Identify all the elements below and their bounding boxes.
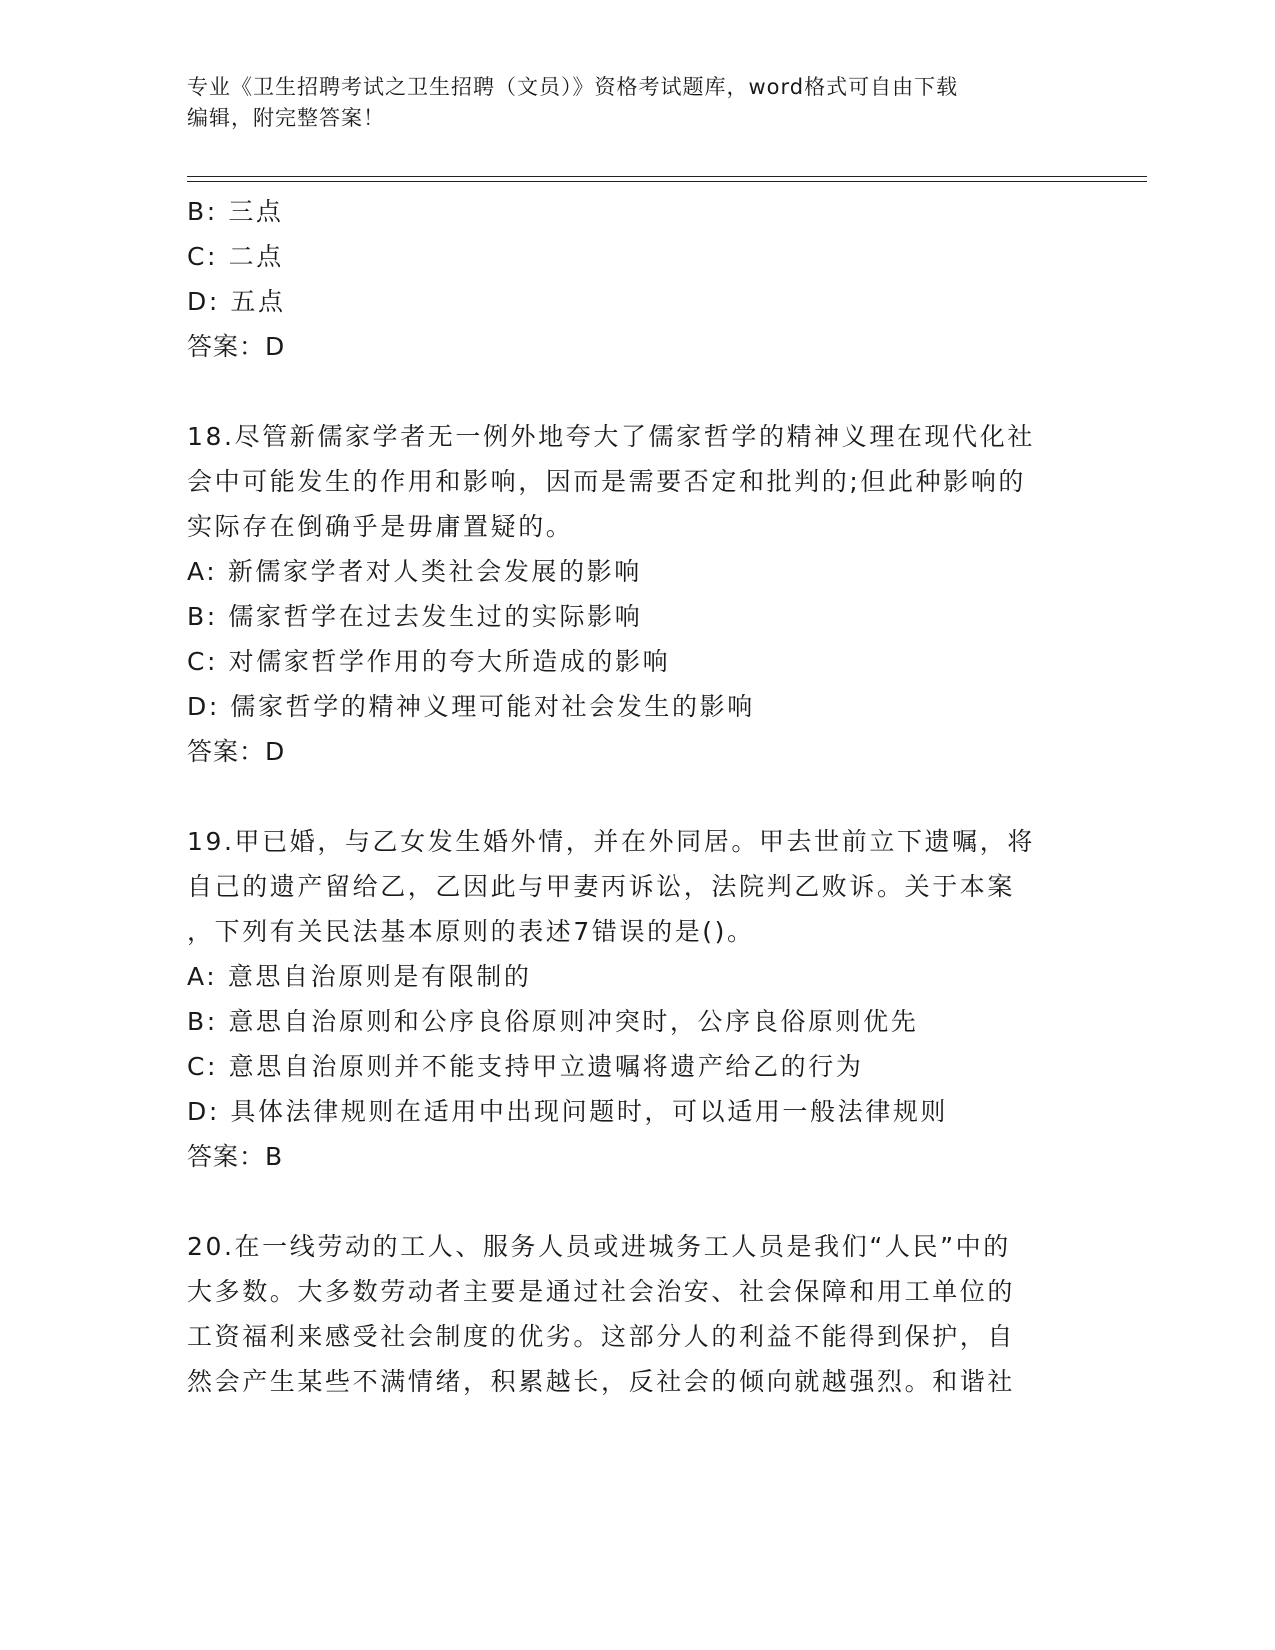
question-18 bbox=[187, 414, 1087, 774]
spacer bbox=[187, 774, 1087, 819]
option-b: B: 三点 bbox=[187, 197, 284, 226]
header-divider-thin bbox=[187, 181, 1147, 182]
option-b: B: 意思自治原则和公序良俗原则冲突时，公序良俗原则优先 bbox=[187, 1007, 919, 1036]
option-d: D: 儒家哲学的精神义理可能对社会发生的影响 bbox=[187, 692, 755, 721]
option-d: D: 具体法律规则在适用中出现问题时，可以适用一般法律规则 bbox=[187, 1097, 949, 1126]
question-stem-line: 19.甲已婚，与乙女发生婚外情，并在外同居。甲去世前立下遗嘱，将 bbox=[187, 827, 1035, 856]
option-a: A: 意思自治原则是有限制的 bbox=[187, 962, 532, 991]
question-20 bbox=[187, 1224, 1087, 1404]
question-stem-line: 自己的遗产留给乙，乙因此与甲妻丙诉讼，法院判乙败诉。关于本案 bbox=[187, 872, 1016, 901]
option-c: C: 意思自治原则并不能支持甲立遗嘱将遗产给乙的行为 bbox=[187, 1052, 864, 1081]
option-a: A: 新儒家学者对人类社会发展的影响 bbox=[187, 557, 642, 586]
question-stem-line: 工资福利来感受社会制度的优劣。这部分人的利益不能得到保护，自 bbox=[187, 1322, 1016, 1351]
header-divider-thick bbox=[187, 176, 1147, 177]
question-stem-line: 20.在一线劳动的工人、服务人员或进城务工人员是我们“人民”中的 bbox=[187, 1232, 1011, 1261]
spacer bbox=[187, 1179, 1087, 1224]
option-b: B: 儒家哲学在过去发生过的实际影响 bbox=[187, 602, 643, 631]
question-stem-line: 然会产生某些不满情绪，积累越长，反社会的倾向就越强烈。和谐社 bbox=[187, 1367, 1016, 1396]
question-stem-line: ，下列有关民法基本原则的表述7错误的是()。 bbox=[187, 917, 755, 946]
question-stem-line: 18.尽管新儒家学者无一例外地夸大了儒家哲学的精神义理在现代化社 bbox=[187, 422, 1035, 451]
answer: 答案：B bbox=[187, 1142, 284, 1171]
answer: 答案：D bbox=[187, 737, 286, 766]
document-body bbox=[187, 189, 1087, 1404]
option-c: C: 二点 bbox=[187, 242, 284, 271]
question-stem-line: 实际存在倒确乎是毋庸置疑的。 bbox=[187, 512, 574, 541]
question-stem-line: 会中可能发生的作用和影响，因而是需要否定和批判的;但此种影响的 bbox=[187, 467, 1027, 496]
option-c: C: 对儒家哲学作用的夸大所造成的影响 bbox=[187, 647, 671, 676]
answer: 答案：D bbox=[187, 332, 286, 361]
question-stem-line: 大多数。大多数劳动者主要是通过社会治安、社会保障和用工单位的 bbox=[187, 1277, 1016, 1306]
header-line-1: 专业《卫生招聘考试之卫生招聘（文员）》资格考试题库，word格式可自由下载 bbox=[187, 75, 959, 99]
question-17-tail bbox=[187, 189, 1087, 369]
spacer bbox=[187, 369, 1087, 414]
header-line-2: 编辑，附完整答案！ bbox=[187, 106, 385, 130]
option-d: D: 五点 bbox=[187, 287, 286, 316]
question-19 bbox=[187, 819, 1087, 1179]
document-header bbox=[187, 72, 1087, 134]
